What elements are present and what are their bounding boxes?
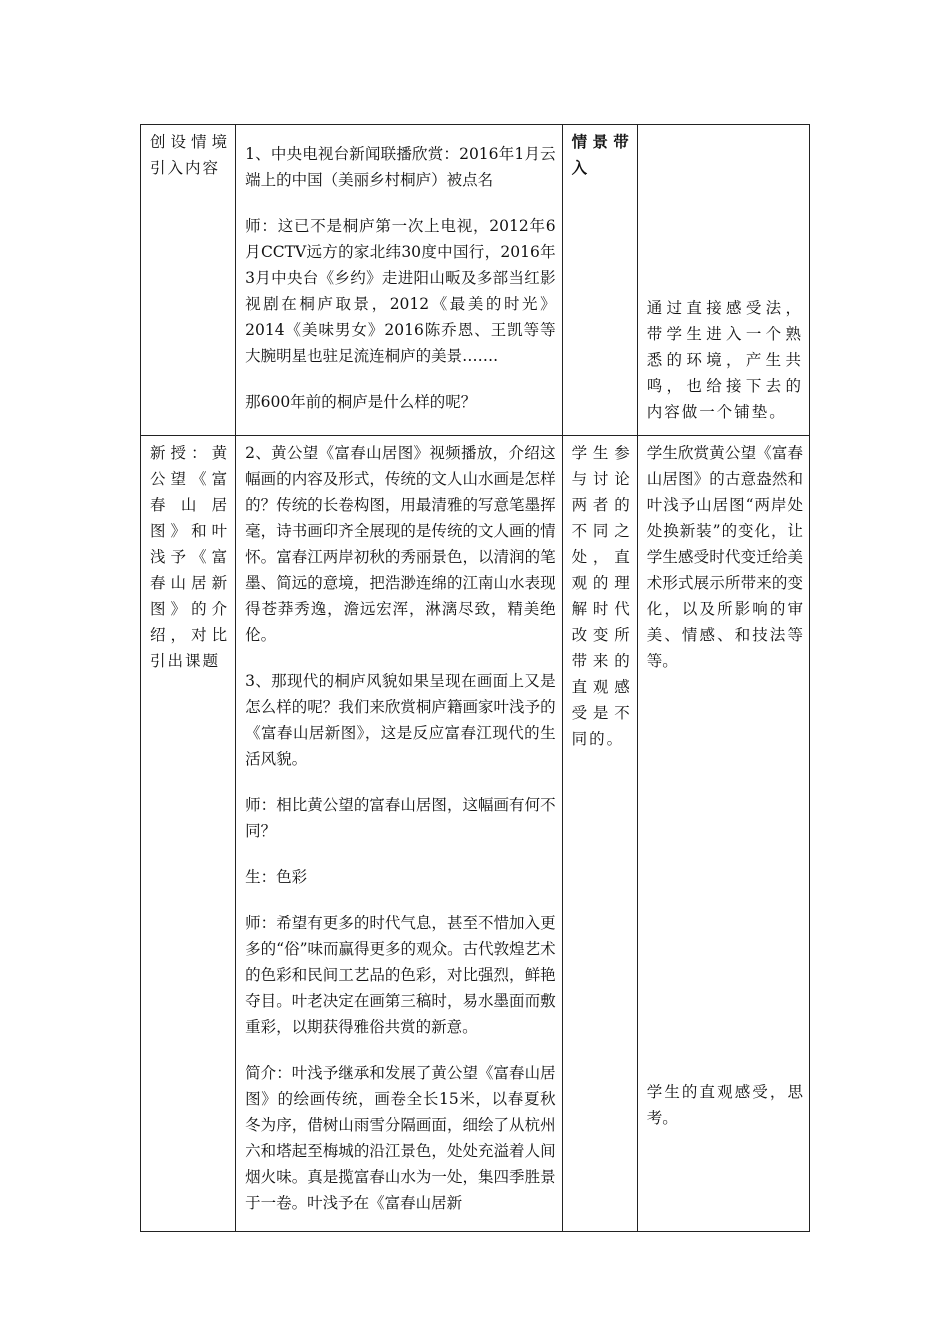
student-activity: 情景带入 [571,133,632,177]
content-paragraph: 简介：叶浅予继承和发展了黄公望《富春山居图》的绘画传统，画卷全长15米，以春夏秋冬为序，借树山雨雪分隔画面，细绘了从杭州六和塔起至梅城的沿江景色，处处充溢着人间烟火味。真是揽富春山水为一处，集四季胜景于一卷。叶浅予在《富春山居新 [245,1064,556,1212]
content-paragraph: 师：希望有更多的时代气息，甚至不惜加入更多的“俗”味而赢得更多的观众。古代敦煌艺术的色彩和民间工艺品的色彩，对比强烈，鲜艳夺目。叶老决定在画第三稿时，易水墨面而敷重彩，以期获得雅俗共赏的新意。 [245,914,556,1036]
intent-cell [637,436,809,1232]
spacer [647,129,803,295]
content-paragraph: 师：相比黄公望的富春山居图，这幅画有何不同？ [245,796,556,840]
student-activity: 学生参与讨论两者的不同之处，直观的理解时代改变所带来的直观感受是不同的。 [571,444,632,748]
spacer [647,674,803,1079]
content-paragraph: 1、中央电视台新闻联播欣赏：2016年1月云端上的中国（美丽乡村桐庐）被点名 [245,145,556,189]
intent-text: 通过直接感受法，带学生进入一个熟悉的环境，产生共鸣，也给接下去的内容做一个铺垫。 [646,299,803,421]
content-paragraph: 师：这已不是桐庐第一次上电视，2012年6月CCTV远方的家北纬30度中国行，2016年3月中央台《乡约》走进阳山畈及多部当红影视剧在桐庐取景，2012《最美的时光》2014《美味男女》2016陈乔恩、王凯等等大腕明星也驻足流连桐庐的美景……. [245,217,556,365]
lesson-plan-table [140,124,810,1232]
table-row [141,125,810,436]
content-cell [236,436,562,1232]
content-clip [245,440,555,1224]
stage-label: 新授：黄公望《富春山居图》和叶浅予《富春山居新图》的介绍，对比引出课题 [150,444,230,670]
content-paragraph: 3、那现代的桐庐风貌如果呈现在画面上又是怎么样的呢？我们来欣赏桐庐籍画家叶浅予的《富春山居新图》，这是反应富春江现代的生活风貌。 [245,672,556,768]
content-paragraph: 2、黄公望《富春山居图》视频播放，介绍这幅画的内容及形式，传统的文人山水画是怎样的？传统的长卷构图，用最清雅的写意笔墨挥毫，诗书画印齐全展现的是传统的文人画的情怀。富春江两岸初秋的秀丽景色，以清润的笔墨、简远的意境，把浩渺连绵的江南山水表现得苍莽秀逸，澹远宏浑，淋漓尽致，精美绝伦。 [245,444,556,644]
intent-text: 学生的直观感受，思考。 [646,1083,803,1127]
stage-cell [141,436,236,1232]
content-paragraph: 那600年前的桐庐是什么样的呢？ [245,393,477,411]
intent-cell [637,125,809,436]
stage-label: 创设情境引入内容 [150,133,230,177]
content-cell [236,125,562,436]
intent-text: 学生欣赏黄公望《富春山居图》的古意盎然和叶浅予山居图“两岸处处换新装”的变化，让学生感受时代变迁给美术形式展示所带来的变化，以及所影响的审美、情感、和技法等等。 [646,444,803,670]
stage-cell [141,125,236,436]
content-paragraph: 生：色彩 [245,868,308,886]
student-cell [562,125,637,436]
student-cell [562,436,637,1232]
table-row [141,436,810,1232]
